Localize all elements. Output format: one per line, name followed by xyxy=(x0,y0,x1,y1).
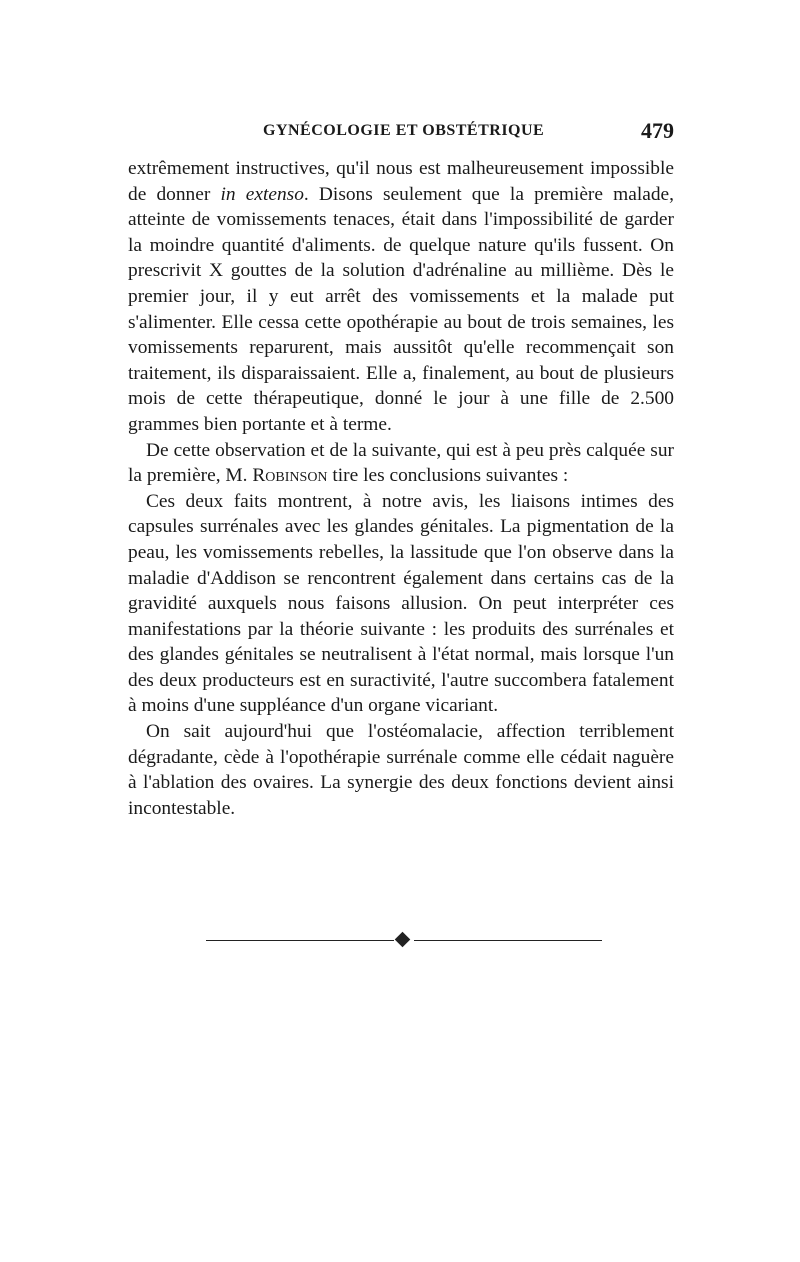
page-number: 479 xyxy=(641,118,674,143)
running-title: GYNÉCOLOGIE ET OBSTÉTRIQUE xyxy=(263,122,545,139)
paragraph-3: Ces deux faits montrent, à notre avis, les liaisons intimes des capsules surrénales avec les glandes génitales. La pigmentation de la peau, les vomissements rebelles, la lassitude que l'on observe dans la maladie d'Addison se rencontrent également dans certains cas de la gravidité auxquels nous faisons allusion. On peut interpréter ces manifestations par la théorie suivante : les produits des surrénales et des glandes génitales se neutralisent à l'état normal, mais lorsque l'un des deux producteurs est en suractivité, l'autre succombera fatalement à moins d'une suppléance d'un organe vicariant. xyxy=(128,490,674,717)
paragraph-1 xyxy=(128,156,674,438)
diamond-icon xyxy=(395,932,411,948)
ornament-left-rule xyxy=(206,940,394,941)
section-end-ornament xyxy=(206,931,602,951)
paragraph-1-text-a: extrêmement instructives, qu'il nous est malheureusement impossible de donner xyxy=(128,158,674,205)
author-name: Robinson xyxy=(252,465,328,487)
paragraph-1-italic: in extenso xyxy=(220,183,304,205)
paragraph-2-text-b: tire les conclusions suivantes : xyxy=(327,465,569,487)
paragraph-1-text-b: . Disons seulement que la première malade, atteinte de vomissements tenaces, était dans l'impossibilité de garder la moindre quantité d'aliments. de quelque nature qu'ils fussent. On prescrivit X gouttes de la solution d'adrénaline au millième. Dès le premier jour, il y eut arrêt des vomissements et la malade put s'alimenter. Elle cessa cette opothérapie au bout de trois semaines, les vomissements reparurent, mais aussitôt qu'elle recommençait son traitement, ils disparaissaient. Elle a, finalement, au bout de plusieurs mois de cette thérapeutique, donné le jour à une fille de 2.500 grammes bien portante et à terme. xyxy=(128,183,674,435)
running-head xyxy=(128,120,674,148)
ornament-right-rule xyxy=(414,940,602,941)
paragraph-4: On sait aujourd'hui que l'ostéomalacie, affection terriblement dégradante, cède à l'opothérapie surrénale comme elle cédait naguère à l'ablation des ovaires. La synergie des deux fonctions devient ainsi incontestable. xyxy=(128,721,674,819)
paragraph-2-text-a: De cette observation et de la suivante, qui est à peu près calquée sur la première, M. xyxy=(128,439,674,487)
body-text xyxy=(128,156,674,821)
paragraph-2 xyxy=(128,438,674,489)
